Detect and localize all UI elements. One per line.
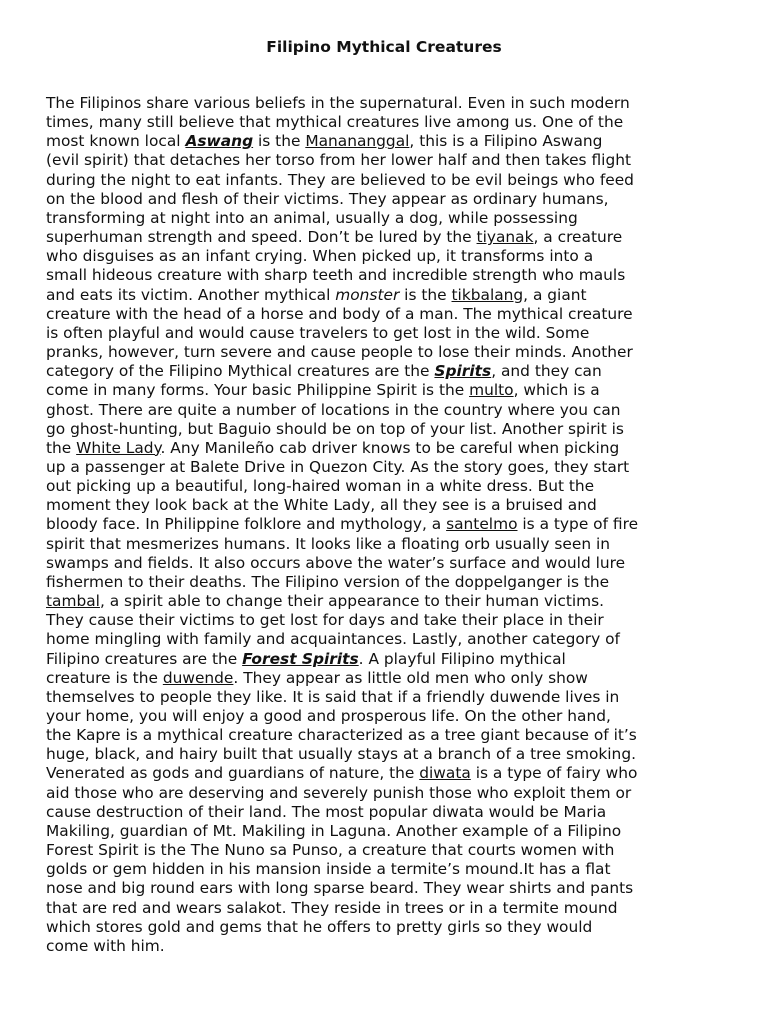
text-run: category of the Filipino Mythical creatures are the — [46, 362, 435, 381]
text-line — [46, 420, 736, 439]
text-line — [46, 879, 736, 898]
text-run: out picking up a beautiful, long-haired woman in a white dress. But the — [46, 477, 595, 496]
text-run: , this is a Filipino Aswang — [409, 132, 603, 151]
text-line — [46, 822, 736, 841]
text-line — [46, 554, 736, 573]
text-run: and eats its victim. Another mythical — [46, 285, 336, 304]
text-line — [46, 515, 736, 534]
text-run: is the — [253, 132, 306, 151]
text-run: is a type of fairy who — [470, 764, 638, 783]
highlighted-term: duwende — [162, 668, 234, 687]
text-line — [46, 688, 736, 707]
text-run: The Filipinos share various beliefs in the supernatural. Even in such modern — [46, 94, 630, 112]
text-run: . Any Manileño cab driver knows to be careful when picking — [160, 438, 620, 457]
text-line — [46, 343, 736, 362]
text-line — [46, 247, 736, 266]
text-line — [46, 630, 736, 649]
text-line — [46, 860, 736, 879]
text-line — [46, 113, 736, 132]
text-run: , which is a — [513, 381, 600, 400]
text-run: swamps and fields. It also occurs above the water’s surface and would lure — [46, 553, 626, 572]
text-run: on the blood and flesh of their victims. They appear as ordinary humans, — [46, 189, 609, 208]
text-line — [46, 573, 736, 592]
text-run: golds or gem hidden in his mansion inside a termite’s mound.It has a flat — [46, 860, 611, 879]
highlighted-term: Manananggal — [305, 132, 410, 151]
text-line — [46, 151, 736, 170]
text-line — [46, 496, 736, 515]
text-run: , a giant — [523, 285, 587, 304]
text-line — [46, 764, 736, 783]
highlighted-term: multo — [469, 381, 514, 400]
text-line — [46, 266, 736, 285]
text-line — [46, 841, 736, 860]
text-line — [46, 362, 736, 381]
text-run: creature with the head of a horse and body of a man. The mythical creature — [46, 304, 633, 323]
text-run: pranks, however, turn severe and cause people to lose their minds. Another — [46, 343, 633, 362]
text-line — [46, 784, 736, 803]
text-line — [46, 899, 736, 918]
text-line — [46, 650, 736, 669]
text-run: . A playful Filipino mythical — [358, 649, 566, 668]
text-run: , a creature — [533, 228, 623, 247]
text-run: Venerated as gods and guardians of nature, the — [46, 764, 420, 783]
highlighted-term: Forest Spirits — [242, 649, 359, 668]
text-line — [46, 132, 736, 151]
text-run: transforming at night into an animal, usually a dog, while possessing — [46, 208, 578, 227]
text-run: the Kapre is a mythical creature characterized as a tree giant because of it’s — [46, 726, 637, 745]
highlighted-term: Spirits — [434, 362, 492, 381]
text-run: which stores gold and gems that he offers to pretty girls so they would — [46, 917, 593, 936]
text-run: , a spirit able to change their appearance to their human victims. — [99, 592, 605, 611]
text-line — [46, 286, 736, 305]
text-run: themselves to people they like. It is said that if a friendly duwende lives in — [46, 687, 620, 706]
highlighted-term: tikbalang — [451, 285, 524, 304]
text-run: go ghost-hunting, but Baguio should be on top of your list. Another spirit is — [46, 419, 624, 438]
text-run: cause destruction of their land. The most popular diwata would be Maria — [46, 802, 607, 821]
text-run: during the night to eat infants. They are believed to be evil beings who feed — [46, 170, 634, 189]
text-run: nose and big round ears with long sparse beard. They wear shirts and pants — [46, 879, 634, 898]
text-run: ghost. There are quite a number of locations in the country where you can — [46, 400, 621, 419]
highlighted-term: diwata — [419, 764, 471, 783]
text-run: Forest Spirit is the The Nuno sa Punso, a creature that courts women with — [46, 841, 615, 860]
text-line — [46, 726, 736, 745]
text-run: spirit that mesmerizes humans. It looks like a floating orb usually seen in — [46, 534, 611, 553]
text-line — [46, 171, 736, 190]
text-run: that are red and wears salakot. They reside in trees or in a termite mound — [46, 898, 618, 917]
text-line — [46, 592, 736, 611]
text-run: is often playful and would cause travelers to get lost in the wild. Some — [46, 323, 590, 342]
text-line — [46, 439, 736, 458]
text-line — [46, 745, 736, 764]
highlighted-term: tiyanak — [476, 228, 534, 247]
highlighted-term: Aswang — [185, 132, 254, 151]
text-run: home mingling with family and acquaintances. Lastly, another category of — [46, 630, 620, 649]
text-run: creature is the — [46, 668, 163, 687]
page-title: Filipino Mythical Creatures — [266, 38, 502, 56]
text-run: Filipino creatures are the — [46, 649, 243, 668]
text-line — [46, 918, 736, 937]
text-run: the — [46, 438, 77, 457]
text-run: . They appear as little old men who only show — [233, 668, 588, 687]
text-run: huge, black, and hairy built that usually stays at a branch of a tree smoking. — [46, 745, 636, 764]
text-run: your home, you will enjoy a good and prosperous life. On the other hand, — [46, 707, 611, 725]
text-run: , and they can — [491, 362, 602, 381]
text-line — [46, 803, 736, 822]
text-run: fishermen to their deaths. The Filipino version of the doppelganger is the — [46, 572, 610, 591]
text-line — [46, 190, 736, 209]
text-line — [46, 707, 736, 726]
text-line — [46, 305, 736, 324]
text-run: bloody face. In Philippine folklore and mythology, a — [46, 515, 447, 534]
text-run: times, many still believe that mythical creatures live among us. One of the — [46, 113, 624, 132]
text-run: moment they look back at the White Lady, all they see is a bruised and — [46, 496, 597, 515]
text-run: come in many forms. Your basic Philippine Spirit is the — [46, 381, 470, 400]
text-line — [46, 937, 736, 956]
text-run: up a passenger at Balete Drive in Quezon City. As the story goes, they start — [46, 457, 630, 476]
highlighted-term: tambal — [46, 592, 100, 611]
text-run: most known local — [46, 132, 186, 151]
text-line — [46, 324, 736, 343]
text-line — [46, 228, 736, 247]
emphasized-term: monster — [335, 285, 400, 304]
text-line — [46, 209, 736, 228]
highlighted-term: White Lady — [76, 438, 161, 457]
text-run: superhuman strength and speed. Don’t be lured by the — [46, 228, 477, 247]
text-run: is a type of fire — [517, 515, 639, 534]
text-line — [46, 669, 736, 688]
text-run: (evil spirit) that detaches her torso from her lower half and then takes flight — [46, 151, 632, 170]
text-run: Makiling, guardian of Mt. Makiling in Laguna. Another example of a Filipino — [46, 821, 622, 840]
text-run: come with him. — [46, 936, 165, 955]
text-line — [46, 611, 736, 630]
text-run: who disguises as an infant crying. When picked up, it transforms into a — [46, 247, 594, 266]
text-line — [46, 94, 736, 113]
text-line — [46, 381, 736, 400]
text-line — [46, 477, 736, 496]
text-run: aid those who are deserving and severely punish those who exploit them or — [46, 783, 632, 802]
text-run: They cause their victims to get lost for days and take their place in their — [46, 611, 604, 630]
text-line — [46, 401, 736, 420]
body-paragraph — [46, 94, 736, 956]
text-line — [46, 535, 736, 554]
text-run: is the — [399, 285, 452, 304]
text-run: small hideous creature with sharp teeth and incredible strength who mauls — [46, 266, 626, 285]
highlighted-term: santelmo — [446, 515, 518, 534]
text-line — [46, 458, 736, 477]
